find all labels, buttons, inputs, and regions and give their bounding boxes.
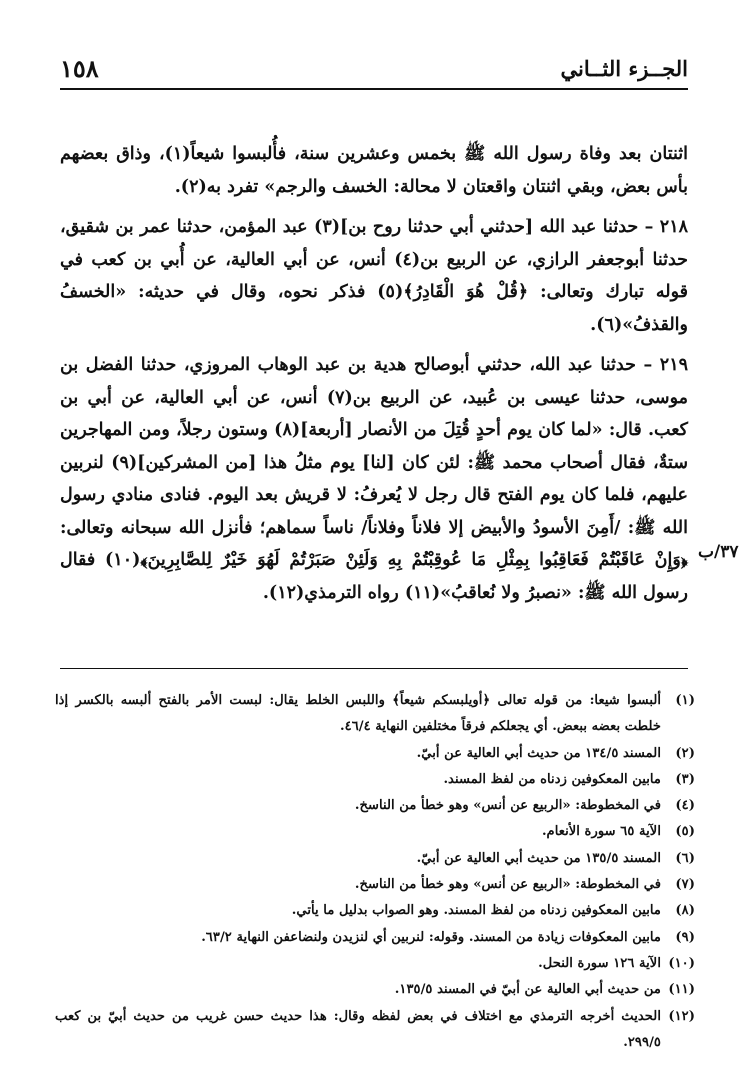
footnote-text: الحديث أخرجه الترمذي مع اختلاف في بعض لفظه وقال: هذا حديث حسن غريب من حديث أبيّ بن كعب ٢٩٩/٥. bbox=[55, 1008, 661, 1050]
footnote-number: (٨) bbox=[675, 903, 695, 919]
footnote bbox=[55, 1004, 695, 1057]
footnote bbox=[55, 898, 695, 924]
footnote-number: (٥) bbox=[675, 824, 695, 840]
footnote bbox=[55, 977, 695, 1003]
paragraph: ٢١٩ – حدثنا عبد الله، حدثني أبوصالح هدية بن عبد الوهاب المروزي، حدثنا الفضل بن موسى، حدثنا عيسى بن عُبيد، عن الربيع بن(٧) أنس، عن أبي العالية، عن أبي بن كعب. قال: «لما كان يوم أحدٍ قُتِلَ من الأنصار [أربعة](٨) وستون رجلاً، ومن المهاجرين ستةٌ، فقال أصحاب محمد ﷺ: لئن كان [لنا] يوم مثلُ هذا [من المشركين](٩) لنربين عليهم، فلما كان يوم الفتح قال رجل لا يُعرفُ: لا قريش بعد اليوم. فنادى منادي رسول الله ﷺ: /أَمِنَ الأسودُ والأبيض إلا فلاناً وفلاناً/ ناساً سماهم؛ فأنزل الله سبحانه وتعالى: ﴿وَإِنْ عَاقَبْتُمْ فَعَاقِبُوا بِمِثْلِ مَا عُوقِبْتُمْ بِهِ وَلَئِنْ صَبَرْتُمْ لَهُوَ خَيْرٌ لِلصَّابِرِينَ﴾(١٠) فقال رسول الله ﷺ: «نصبرُ ولا نُعاقبُ»(١١) رواه الترمذي(١٢). bbox=[60, 355, 689, 603]
footnote-number: (١٢) bbox=[668, 1008, 695, 1024]
footnote bbox=[55, 688, 695, 741]
footnote-number: (١) bbox=[675, 693, 695, 708]
footnote-text: مابين المعكوفات زيادة من المسند. وقوله: لنربين أي لنزيدن ولنضاعفن النهاية ٦٣/٢. bbox=[201, 929, 661, 945]
footnote-number: (١١) bbox=[668, 982, 695, 998]
footnote-number: (٩) bbox=[675, 929, 695, 945]
margin-folio-note: ٣٧/ب bbox=[698, 542, 739, 562]
footnote-number: (١٠) bbox=[668, 955, 695, 971]
footnote bbox=[55, 793, 695, 819]
footnote-number: (٤) bbox=[675, 798, 695, 814]
footnote bbox=[55, 767, 695, 793]
footnote-number: (٣) bbox=[675, 771, 695, 787]
page-header bbox=[60, 52, 688, 90]
footnote-separator bbox=[60, 668, 688, 669]
footnote-text: من حديث أبي العالية عن أبيّ في المسند ١٣٥/٥. bbox=[394, 982, 661, 998]
footnote-text: المسند ١٣٥/٥ من حديث أبي العالية عن أبيّ. bbox=[416, 850, 661, 866]
footnote-text: ألبسوا شيعا: من قوله تعالى ﴿أويلبسكم شيعاً﴾ واللبس الخلط يقال: لبست الأمر بالفتح ألبسه بالكسر إذا خلطت بعضه ببعض. أي يجعلكم فرقاً مختلفين النهاية ٤٦/٤. bbox=[55, 693, 661, 735]
footnote-number: (٢) bbox=[675, 745, 695, 761]
footnote bbox=[55, 819, 695, 845]
paragraph: اثنتان بعد وفاة رسول الله ﷺ بخمس وعشرين سنة، فأُلبسوا شيعاً(١)، وذاق بعضهم بأس بعض، وبقي اثنتان واقعتان لا محالة: الخسف والرجم» تفرد به(٢). bbox=[60, 144, 688, 197]
footnote bbox=[55, 846, 695, 872]
footnote bbox=[55, 951, 695, 977]
paragraph: ٢١٨ – حدثنا عبد الله [حدثني أبي حدثنا روح بن](٣) عبد المؤمن، حدثنا عمر بن شقيق، حدثنا أبوجعفر الرازي، عن الربيع بن(٤) أنس، عن أبي العالية، عن أُبي بن كعب في قوله تبارك وتعالى: ﴿قُلْ هُوَ الْقَادِرُ﴾(٥) فذكر نحوه، وقال في حديثه: «الخسفُ والقذفُ»(٦). bbox=[60, 217, 688, 335]
footnote bbox=[55, 925, 695, 951]
main-text bbox=[60, 138, 688, 617]
footnotes bbox=[55, 688, 695, 1056]
page-number: ١٥٨ bbox=[60, 54, 99, 83]
footnote-text: في المخطوطة: «الربيع عن أنس» وهو خطأ من الناسخ. bbox=[354, 798, 661, 814]
footnote-text: في المخطوطة: «الربيع عن أنس» وهو خطأ من الناسخ. bbox=[354, 877, 661, 893]
footnote-text: مابين المعكوفين زدناه من لفظ المسند. bbox=[443, 771, 661, 787]
footnote bbox=[55, 741, 695, 767]
footnote-text: الآية ٦٥ سورة الأنعام. bbox=[541, 824, 661, 840]
footnote-text: مابين المعكوفين زدناه من لفظ المسند. وهو الصواب بدليل ما يأتي. bbox=[291, 903, 661, 919]
volume-title: الجــزء الثــاني bbox=[560, 56, 688, 81]
footnote-number: (٧) bbox=[675, 877, 695, 893]
footnote-number: (٦) bbox=[675, 850, 695, 866]
footnote-text: المسند ١٣٤/٥ من حديث أبي العالية عن أبيّ. bbox=[416, 745, 661, 761]
footnote bbox=[55, 872, 695, 898]
footnote-text: الآية ١٢٦ سورة النحل. bbox=[538, 955, 661, 971]
